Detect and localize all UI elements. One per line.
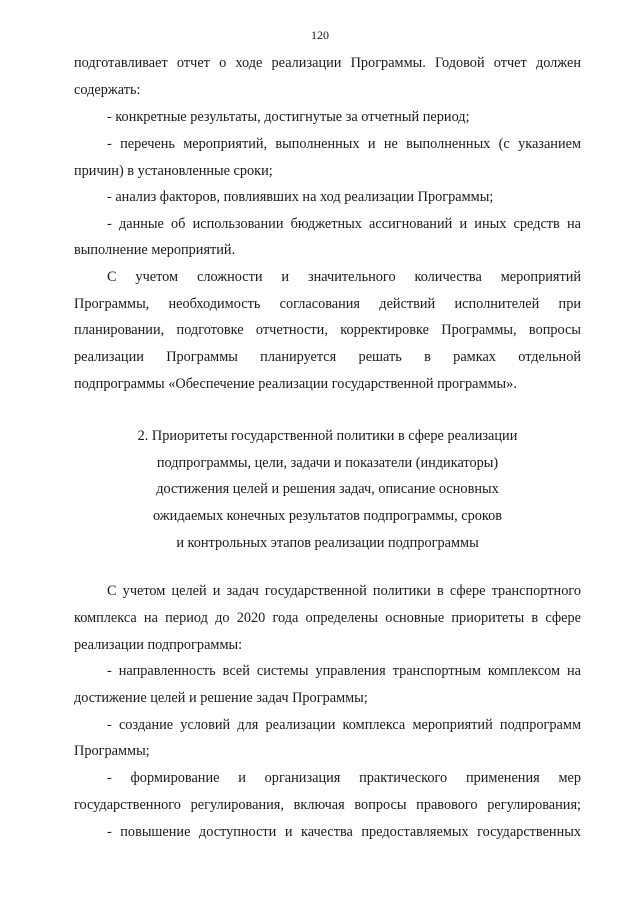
page-number: 120 <box>311 28 329 42</box>
text-line: государственного регулирования, включая вопросы правового регулирования; <box>74 797 581 813</box>
section-heading: достижения целей и решения задач, описание основных <box>156 481 499 497</box>
text-line: выполнение мероприятий. <box>74 242 236 258</box>
section-heading: подпрограммы, цели, задачи и показатели (индикаторы) <box>156 455 499 471</box>
list-item: - создание условий для реализации комплекса мероприятий подпрограмм <box>107 717 581 733</box>
list-item: - данные об использовании бюджетных ассигнований и иных средств на <box>107 216 581 232</box>
paragraph-line: комплекса на период до 2020 года определены основные приоритеты в сфере <box>74 610 581 626</box>
paragraph-line: С учетом сложности и значительного количества мероприятий <box>107 269 581 285</box>
paragraph-line: реализации подпрограммы: <box>74 637 243 653</box>
paragraph-line: С учетом целей и задач государственной политики в сфере транспортного <box>107 583 581 599</box>
text-line: подготавливает отчет о ходе реализации Программы. Годовой отчет должен <box>74 55 581 71</box>
section-heading: 2. Приоритеты государственной политики в сфере реализации <box>137 428 518 444</box>
list-item: - направленность всей системы управления транспортным комплексом на <box>107 663 581 679</box>
list-item: - формирование и организация практического применения мер <box>107 770 581 786</box>
text-line: содержать: <box>74 82 141 98</box>
paragraph-line: подпрограммы «Обеспечение реализации государственной программы». <box>74 376 517 392</box>
list-item: - анализ факторов, повлиявших на ход реализации Программы; <box>107 189 494 205</box>
section-heading: ожидаемых конечных результатов подпрограммы, сроков <box>153 508 502 524</box>
list-item: - перечень мероприятий, выполненных и не выполненных (с указанием <box>107 136 581 152</box>
text-line: достижение целей и решение задач Программы; <box>74 690 368 706</box>
list-item: - повышение доступности и качества предоставляемых государственных <box>107 824 581 840</box>
paragraph-line: Программы, необходимость согласования действий исполнителей при <box>74 296 581 312</box>
paragraph-line: планировании, подготовке отчетности, корректировке Программы, вопросы <box>74 322 581 338</box>
list-item: - конкретные результаты, достигнутые за отчетный период; <box>107 109 470 125</box>
text-line: Программы; <box>74 743 150 759</box>
paragraph-line: реализации Программы планируется решать в рамках отдельной <box>74 349 581 365</box>
text-line: причин) в установленные сроки; <box>74 163 273 179</box>
section-heading: и контрольных этапов реализации подпрограммы <box>176 535 479 551</box>
